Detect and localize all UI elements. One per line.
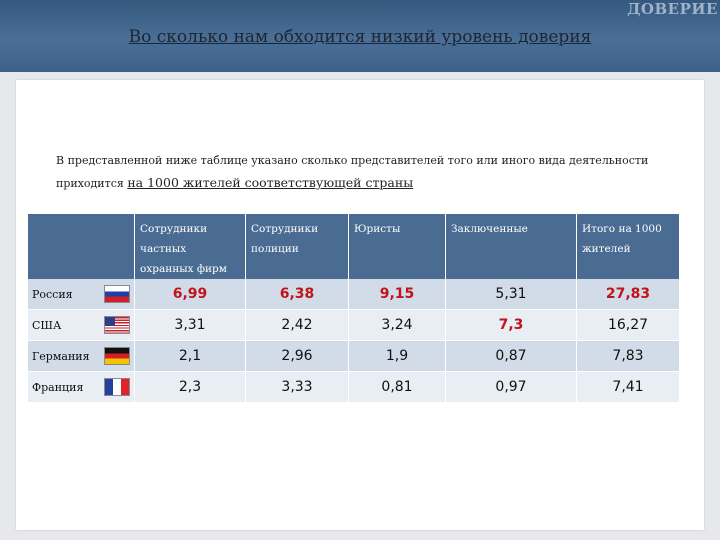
usa-flag-icon [104,316,130,334]
value-cell: 6,99 [135,279,246,310]
value-cell: 2,96 [246,341,349,372]
intro-line-2-prefix: приходится [56,177,124,190]
value-cell: 3,33 [246,372,349,403]
country-cell [28,279,135,310]
value-cell: 2,42 [246,310,349,341]
title-bar [0,0,720,72]
table-row [28,310,680,341]
value-cell: 7,41 [577,372,680,403]
country-name: США [32,318,62,332]
value-cell: 2,3 [135,372,246,403]
value-cell: 2,1 [135,341,246,372]
value-cell: 3,31 [135,310,246,341]
germany-flag-icon [104,347,130,365]
value-cell: 7,83 [577,341,680,372]
france-flag-icon [104,378,130,396]
country-name: Россия [32,287,73,301]
value-cell: 9,15 [349,279,446,310]
intro-line-1: В представленной ниже таблице указано сколько представителей того или иного вида деятельности [56,154,649,167]
value-cell: 6,38 [246,279,349,310]
country-cell [28,341,135,372]
value-cell: 3,24 [349,310,446,341]
corner-label: ДОВЕРИЕ [627,0,718,18]
column-header-police: Сотрудники полиции [246,214,349,279]
value-cell: 27,83 [577,279,680,310]
value-cell: 0,81 [349,372,446,403]
country-name: Германия [32,349,90,363]
russia-flag-icon [104,285,130,303]
intro-text [56,150,676,195]
value-cell: 1,9 [349,341,446,372]
country-name: Франция [32,380,84,394]
value-cell: 0,87 [446,341,577,372]
value-cell: 7,3 [446,310,577,341]
column-header-lawyers: Юристы [349,214,446,279]
column-header-guards: Сотрудники частных охранных фирм [135,214,246,279]
intro-line-2-emphasis: на 1000 жителей соответствующей страны [127,175,414,190]
table-row [28,372,680,403]
corner-header-cell [28,214,135,279]
column-header-total: Итого на 1000 жителей [577,214,680,279]
table-row [28,341,680,372]
country-cell [28,310,135,341]
column-header-prisoners: Заключенные [446,214,577,279]
statistics-table [28,214,680,403]
slide-title: Во сколько нам обходится низкий уровень доверия [128,27,592,47]
value-cell: 5,31 [446,279,577,310]
value-cell: 16,27 [577,310,680,341]
value-cell: 0,97 [446,372,577,403]
table-header-row [28,214,680,279]
table-row [28,279,680,310]
country-cell [28,372,135,403]
